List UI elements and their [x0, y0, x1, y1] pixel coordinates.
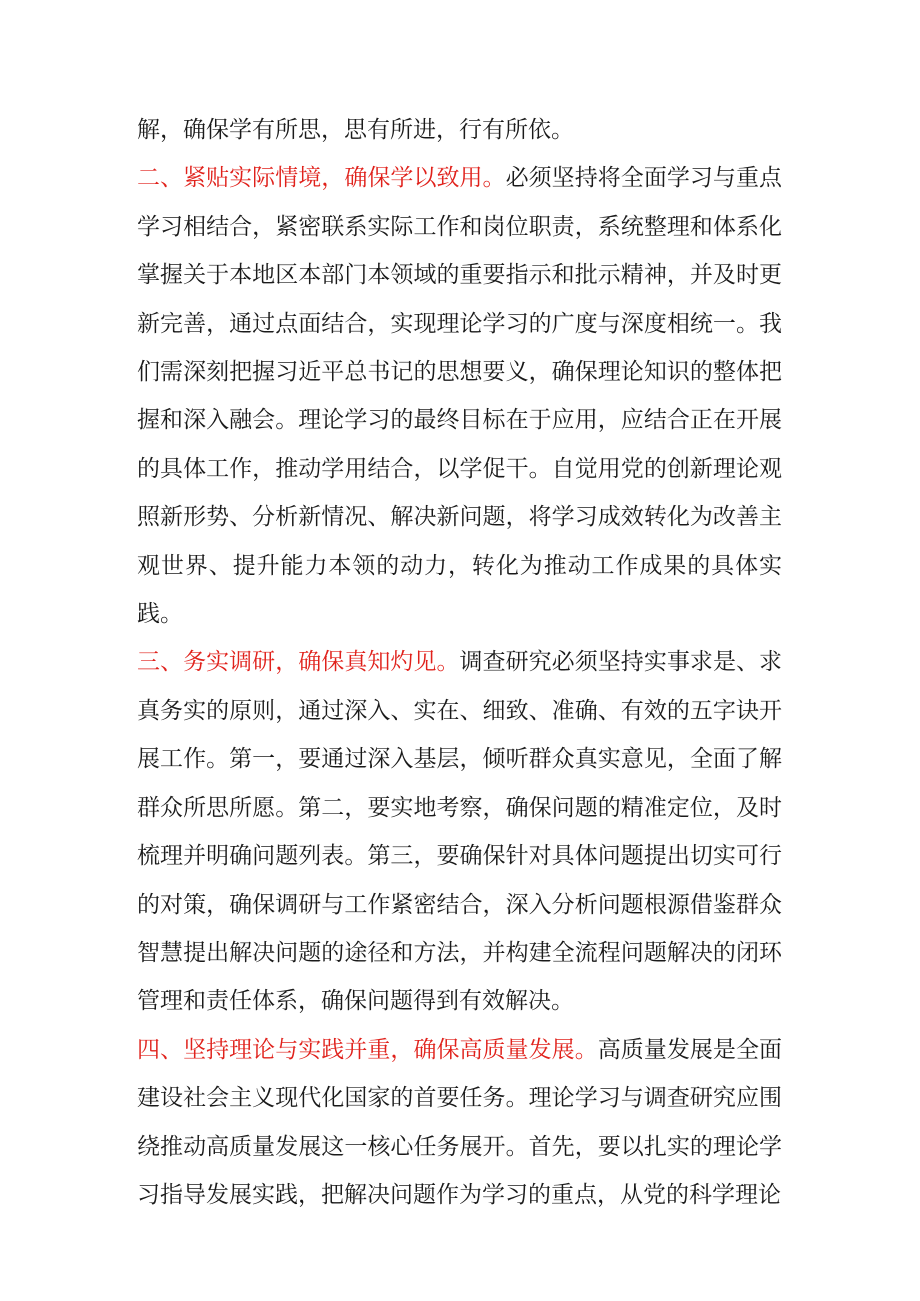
- section-heading: 四、坚持理论与实践并重，确保高质量发展。: [137, 1036, 598, 1063]
- paragraph-section-2: [137, 154, 782, 638]
- section-heading: 三、务实调研，确保真知灼见。: [137, 649, 460, 676]
- paragraph-text: 必须坚持将全面学习与重点学习相结合，紧密联系实际工作和岗位职责，系统整理和体系化掌握关于本地区本部门本领域的重要指示和批示精神，并及时更新完善，通过点面结合，实现理论学习的广度与深度相统一。我们需深刻把握习近平总书记的思想要义，确保理论知识的整体把握和深入融会。理论学习的最终目标在于应用，应结合正在开展的具体工作，推动学用结合，以学促干。自觉用党的创新理论观照新形势、分析新情况、解决新问题，将学习成效转化为改善主观世界、提升能力本领的动力，转化为推动工作成果的具体实践。: [137, 165, 783, 628]
- paragraph-continuation: [137, 106, 782, 154]
- paragraph-section-4: [137, 1026, 782, 1220]
- document-body: [137, 106, 782, 1219]
- paragraph-text: 高质量发展是全面建设社会主义现代化国家的首要任务。理论学习与调查研究应围绕推动高质量发展这一核心任务展开。首先，要以扎实的理论学习指导发展实践，把解决问题作为学习的重点，从党的科学理论: [137, 1036, 783, 1208]
- paragraph-text: 解，确保学有所思，思有所进，行有所依。: [137, 117, 574, 143]
- section-heading: 二、紧贴实际情境，确保学以致用。: [137, 165, 506, 192]
- paragraph-text: 调查研究必须坚持实事求是、求真务实的原则，通过深入、实在、细致、准确、有效的五字诀开展工作。第一，要通过深入基层，倾听群众真实意见，全面了解群众所思所愿。第二，要实地考察，确保问题的精准定位，及时梳理并明确问题列表。第三，要确保针对具体问题提出切实可行的对策，确保调研与工作紧密结合，深入分析问题根源借鉴群众智慧提出解决问题的途径和方法，并构建全流程问题解决的闭环管理和责任体系，确保问题得到有效解决。: [137, 649, 783, 1015]
- paragraph-section-3: [137, 638, 782, 1025]
